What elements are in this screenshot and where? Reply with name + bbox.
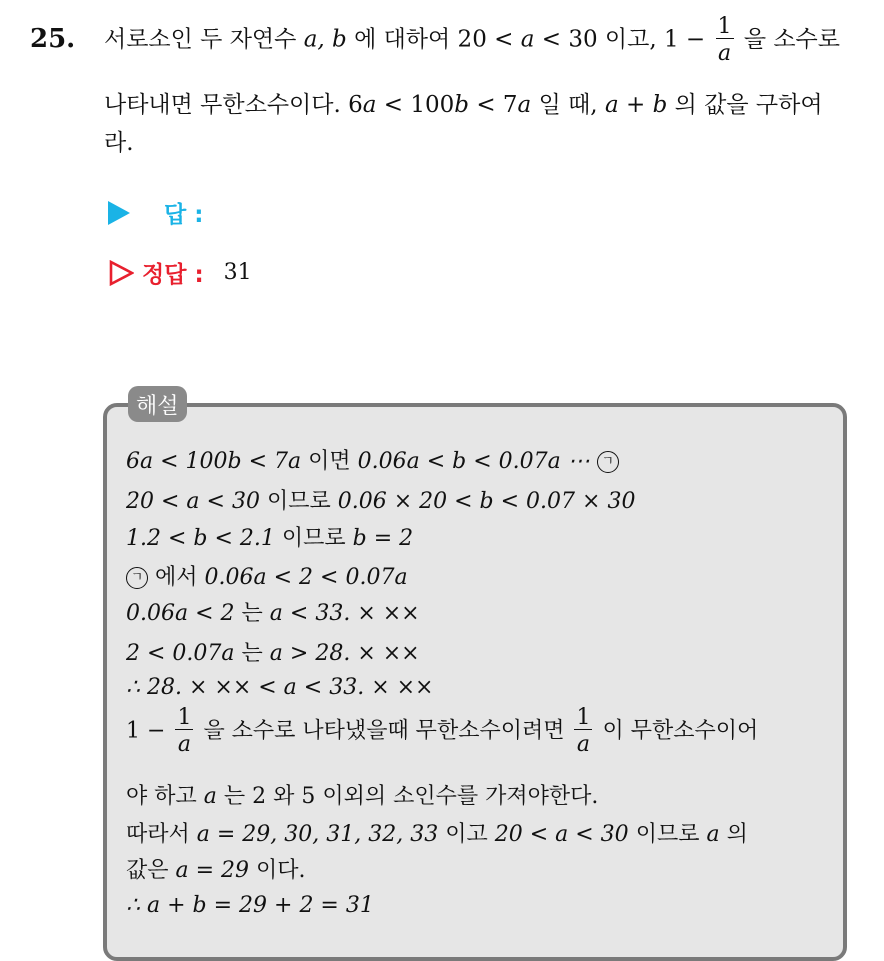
- question-line-3: 라.: [104, 130, 134, 156]
- solution-line: 따라서 a = 29, 30, 31, 32, 33 이고 20 < a < 30 이므로 a 의: [126, 822, 748, 847]
- correct-answer-value: 31: [223, 260, 252, 285]
- fraction-one-over-a: $\frac{1}{a}$: [177, 705, 192, 757]
- question-line-2: 나타내면 무한소수이다. 6a < 100b < 7a 일 때, a + b 의 값을 구하여: [104, 92, 823, 118]
- solution-line: 값은 a = 29 이다.: [126, 858, 306, 883]
- var-ab: a, b: [303, 26, 347, 53]
- solution-line: ㄱ 에서 0.06a < 2 < 0.07a: [126, 560, 408, 591]
- solution-line: 1.2 < b < 2.1 이므로 b = 2: [126, 526, 414, 551]
- question-number: 25.: [30, 24, 76, 54]
- outline-triangle-icon: [108, 260, 134, 286]
- question-line-1: 서로소인 두 자연수 a, b 에 대하여 20 < a < 30 이고, 1 − $\frac{1}{a}$ 을 소수로: [104, 14, 840, 66]
- question-text: 서로소인 두 자연수: [104, 26, 297, 53]
- solution-line: ∴ 28. × ×× < a < 33. × ××: [126, 675, 434, 700]
- solution-line: 야 하고 a 는 2 와 5 이외의 소인수를 가져야한다.: [126, 784, 599, 809]
- circled-giyeok-mark: ㄱ: [597, 451, 619, 473]
- answer-row: [108, 196, 203, 229]
- solution-line: 20 < a < 30 이므로 0.06 × 20 < b < 0.07 × 30: [126, 489, 636, 514]
- correct-answer-row: [108, 256, 252, 289]
- solution-line: 1 − $\frac{1}{a}$ 을 소수로 나타냈을때 무한소수이려면 $\frac{1}{a}$ 이 무한소수이어: [126, 705, 759, 757]
- solution-tab: 해설: [128, 386, 187, 422]
- play-triangle-icon: [108, 201, 130, 225]
- solution-line: ∴ a + b = 29 + 2 = 31: [126, 893, 374, 918]
- solution-line: 6a < 100b < 7a 이면 0.06a < b < 0.07a ⋯ ㄱ: [126, 444, 619, 475]
- solution-line: 0.06a < 2 는 a < 33. × ××: [126, 601, 420, 626]
- answer-label: 답 :: [164, 202, 204, 228]
- fraction-one-over-a: $\frac{1}{a}$: [717, 14, 732, 66]
- fraction-one-over-a: $\frac{1}{a}$: [576, 705, 591, 757]
- correct-answer-label: 정답 :: [142, 262, 204, 288]
- solution-line: 2 < 0.07a 는 a > 28. × ××: [126, 641, 420, 666]
- circled-giyeok-mark: ㄱ: [126, 567, 148, 589]
